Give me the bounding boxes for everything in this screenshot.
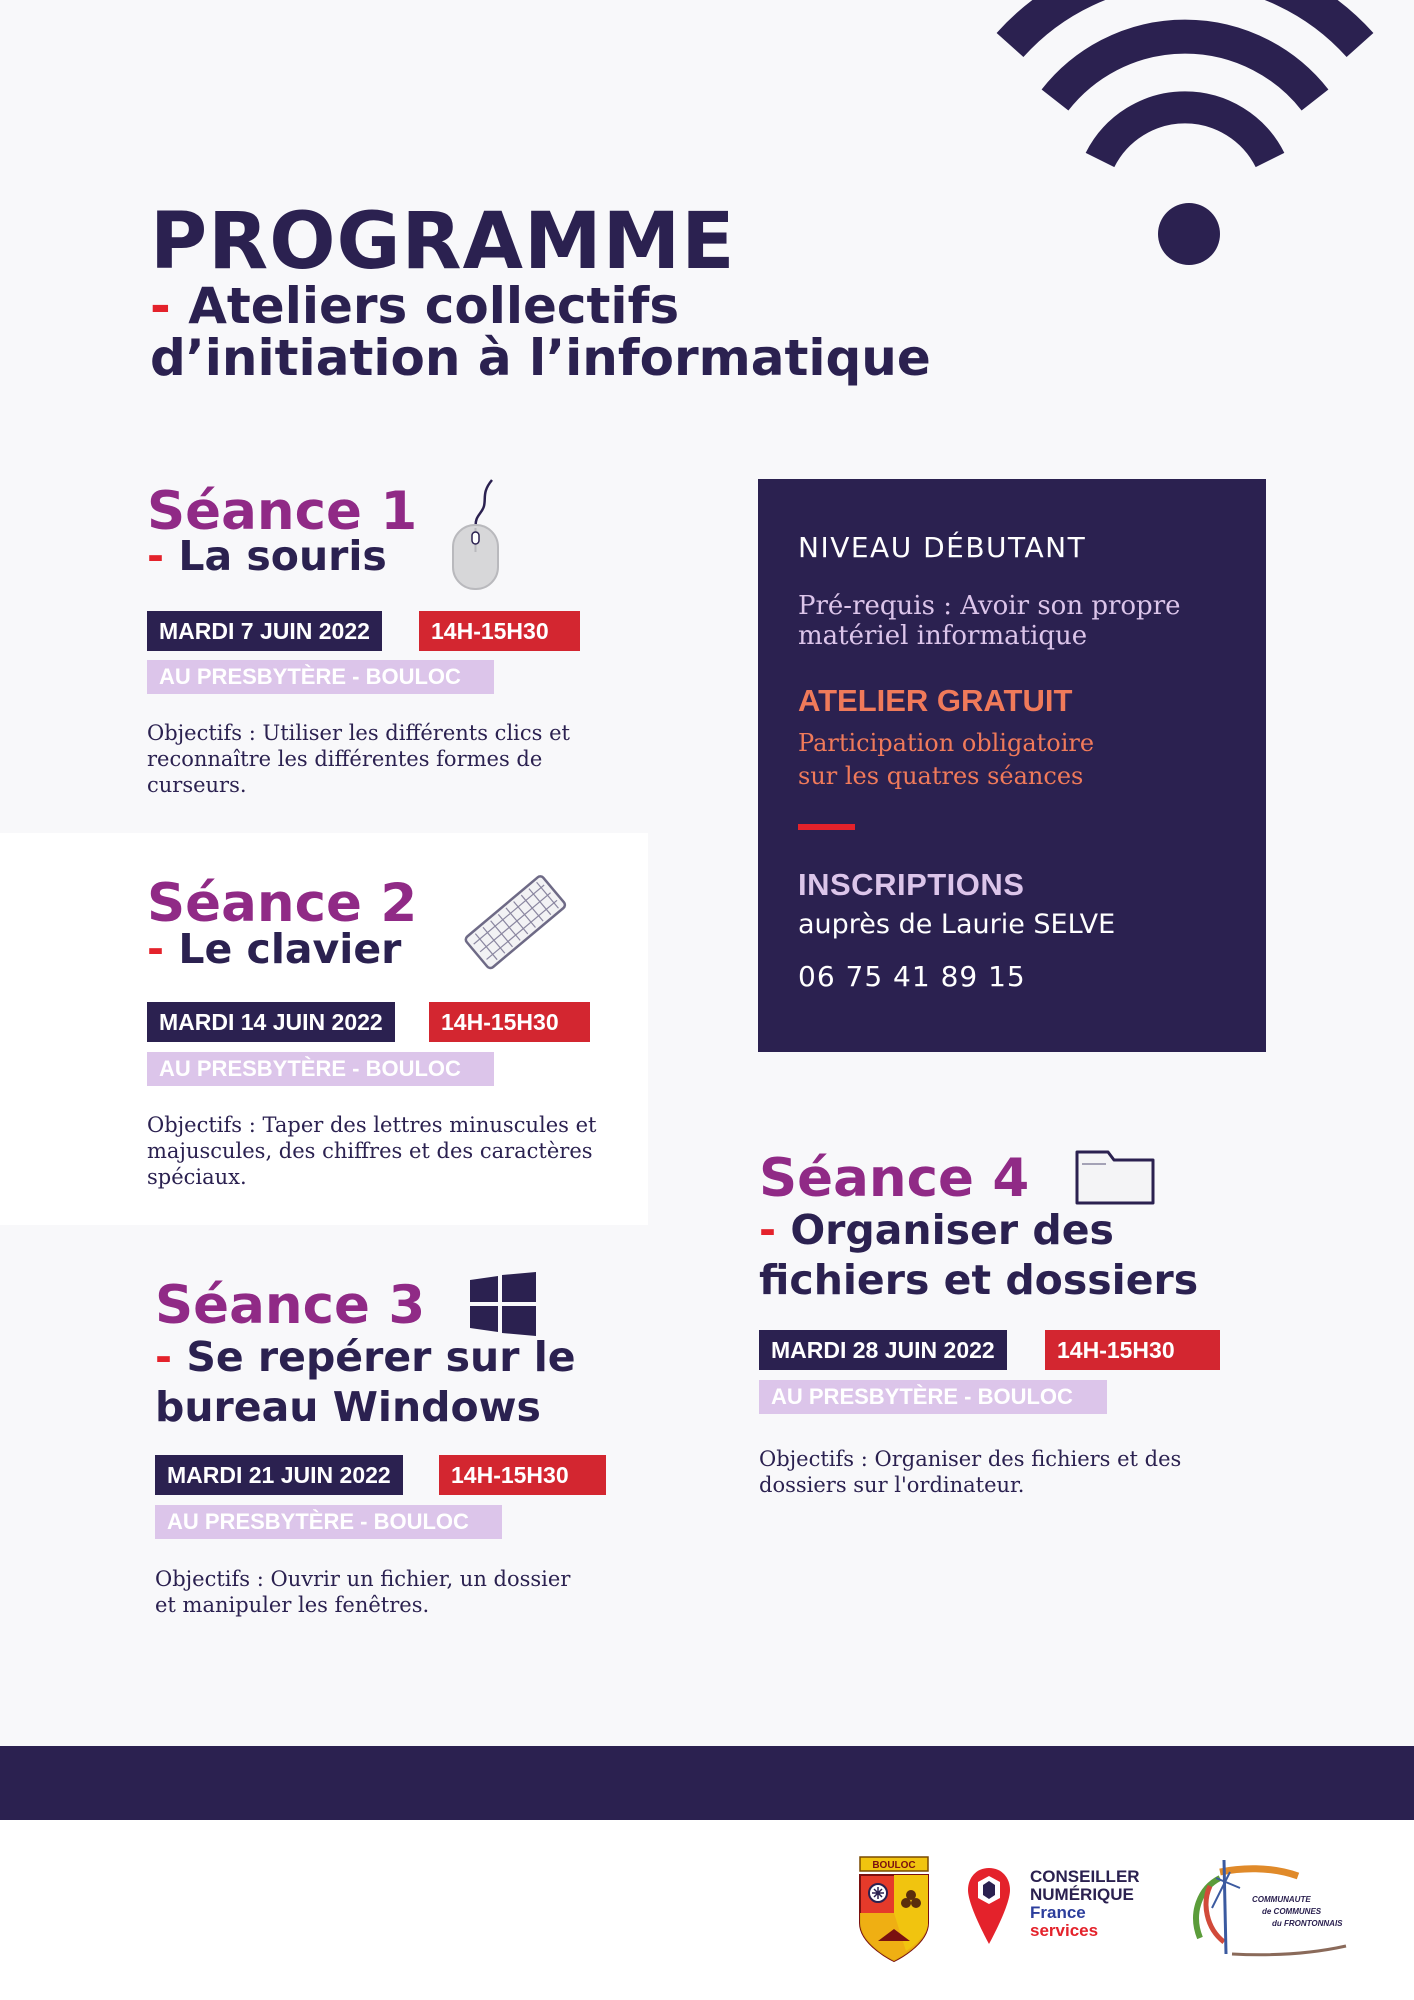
bouloc-crest-label: BOULOC xyxy=(872,1860,916,1871)
info-level: NIVEAU DÉBUTANT xyxy=(798,531,1087,564)
info-free-line1: Participation obligatoire xyxy=(798,729,1095,757)
info-inscriptions-title: INSCRIPTIONS xyxy=(798,867,1025,902)
info-phone[interactable]: 06 75 41 89 15 xyxy=(798,960,1026,993)
seance-4-date: MARDI 28 JUIN 2022 xyxy=(759,1330,1007,1370)
info-free-text xyxy=(798,727,1094,793)
cn-line2: NUMÉRIQUE xyxy=(1030,1885,1134,1904)
seance-1-dash: - xyxy=(147,532,165,580)
seance-3-dash: - xyxy=(155,1333,173,1381)
seance-1-time: 14H-15H30 xyxy=(419,611,580,651)
seance-2-time: 14H-15H30 xyxy=(429,1002,590,1042)
seance-2-dash: - xyxy=(147,925,165,973)
info-free-title: ATELIER GRATUIT xyxy=(798,683,1073,718)
info-prereq-line2: matériel informatique xyxy=(798,621,1088,651)
cc-line1: COMMUNAUTE xyxy=(1252,1895,1311,1904)
footer-band xyxy=(0,1746,1414,1820)
info-free-line2: sur les quatres séances xyxy=(798,762,1084,790)
seance-4-subtitle xyxy=(759,1205,1198,1305)
subtitle-line1: Ateliers collectifs xyxy=(188,277,680,335)
seance-4-location: AU PRESBYTÈRE - BOULOC xyxy=(759,1380,1107,1414)
info-divider xyxy=(798,824,855,830)
wifi-icon xyxy=(990,0,1390,270)
subtitle-dash: - xyxy=(150,277,171,335)
seance-3-subtitle-line2: bureau Windows xyxy=(155,1383,541,1431)
cc-line2: de COMMUNES xyxy=(1262,1907,1322,1916)
cc-line3: du FRONTONNAIS xyxy=(1272,1919,1343,1928)
seance-2-heading: Séance 2 xyxy=(147,873,418,934)
seance-3-objectives: Objectifs : Ouvrir un fichier, un dossier et manipuler les fenêtres. xyxy=(155,1567,571,1617)
seance-3-time: 14H-15H30 xyxy=(439,1455,606,1495)
seance-1-location: AU PRESBYTÈRE - BOULOC xyxy=(147,660,494,694)
seance-3-location: AU PRESBYTÈRE - BOULOC xyxy=(155,1505,502,1539)
seance-4-subtitle-line1: Organiser des xyxy=(790,1206,1114,1254)
page-subtitle xyxy=(150,277,931,387)
folder-icon xyxy=(1074,1148,1156,1206)
seance-3-heading: Séance 3 xyxy=(155,1275,426,1336)
seance-3-subtitle-line1: Se repérer sur le xyxy=(186,1333,576,1381)
conseiller-numerique-text xyxy=(1030,1868,1140,1940)
info-prereq xyxy=(798,591,1181,651)
page-title: PROGRAMME xyxy=(150,197,736,287)
cn-line3: France xyxy=(1030,1903,1086,1922)
info-box xyxy=(758,479,1266,1052)
seance-2-subtitle xyxy=(147,924,401,974)
bouloc-crest-logo xyxy=(856,1853,932,1965)
cn-line4: services xyxy=(1030,1921,1099,1940)
seance-4-subtitle-line2: fichiers et dossiers xyxy=(759,1256,1199,1304)
seance-4-heading: Séance 4 xyxy=(759,1148,1030,1209)
seance-2-objectives: Objectifs : Taper des lettres minuscules et majuscules, des chiffres et des caractères spéciaux. xyxy=(147,1113,597,1189)
seance-4-objectives: Objectifs : Organiser des fichiers et des dossiers sur l'ordinateur. xyxy=(759,1447,1182,1497)
communaute-communes-logo xyxy=(1180,1858,1350,1968)
seance-3-subtitle xyxy=(155,1332,576,1432)
seance-1-heading: Séance 1 xyxy=(147,481,418,542)
seance-1-subtitle xyxy=(147,531,387,581)
seance-4-dash: - xyxy=(759,1206,777,1254)
info-prereq-line1: Pré-requis : Avoir son propre xyxy=(798,591,1181,621)
seance-2-date: MARDI 14 JUIN 2022 xyxy=(147,1002,395,1042)
seance-4-time: 14H-15H30 xyxy=(1045,1330,1220,1370)
mouse-icon xyxy=(448,478,508,593)
keyboard-icon xyxy=(462,872,570,974)
seance-1-date: MARDI 7 JUIN 2022 xyxy=(147,611,382,651)
seance-1-objectives: Objectifs : Utiliser les différents clics et reconnaître les différentes formes de curseurs. xyxy=(147,721,570,797)
windows-icon xyxy=(470,1272,536,1336)
seance-2-subtitle-text: Le clavier xyxy=(178,925,402,973)
info-contact: auprès de Laurie SELVE xyxy=(798,909,1116,940)
conseiller-numerique-logo xyxy=(966,1866,1012,1948)
seance-2-location: AU PRESBYTÈRE - BOULOC xyxy=(147,1052,494,1086)
cn-line1: CONSEILLER xyxy=(1030,1867,1140,1886)
subtitle-line2: d’initiation à l’informatique xyxy=(150,329,931,387)
seance-3-date: MARDI 21 JUIN 2022 xyxy=(155,1455,403,1495)
seance-1-subtitle-text: La souris xyxy=(178,532,387,580)
